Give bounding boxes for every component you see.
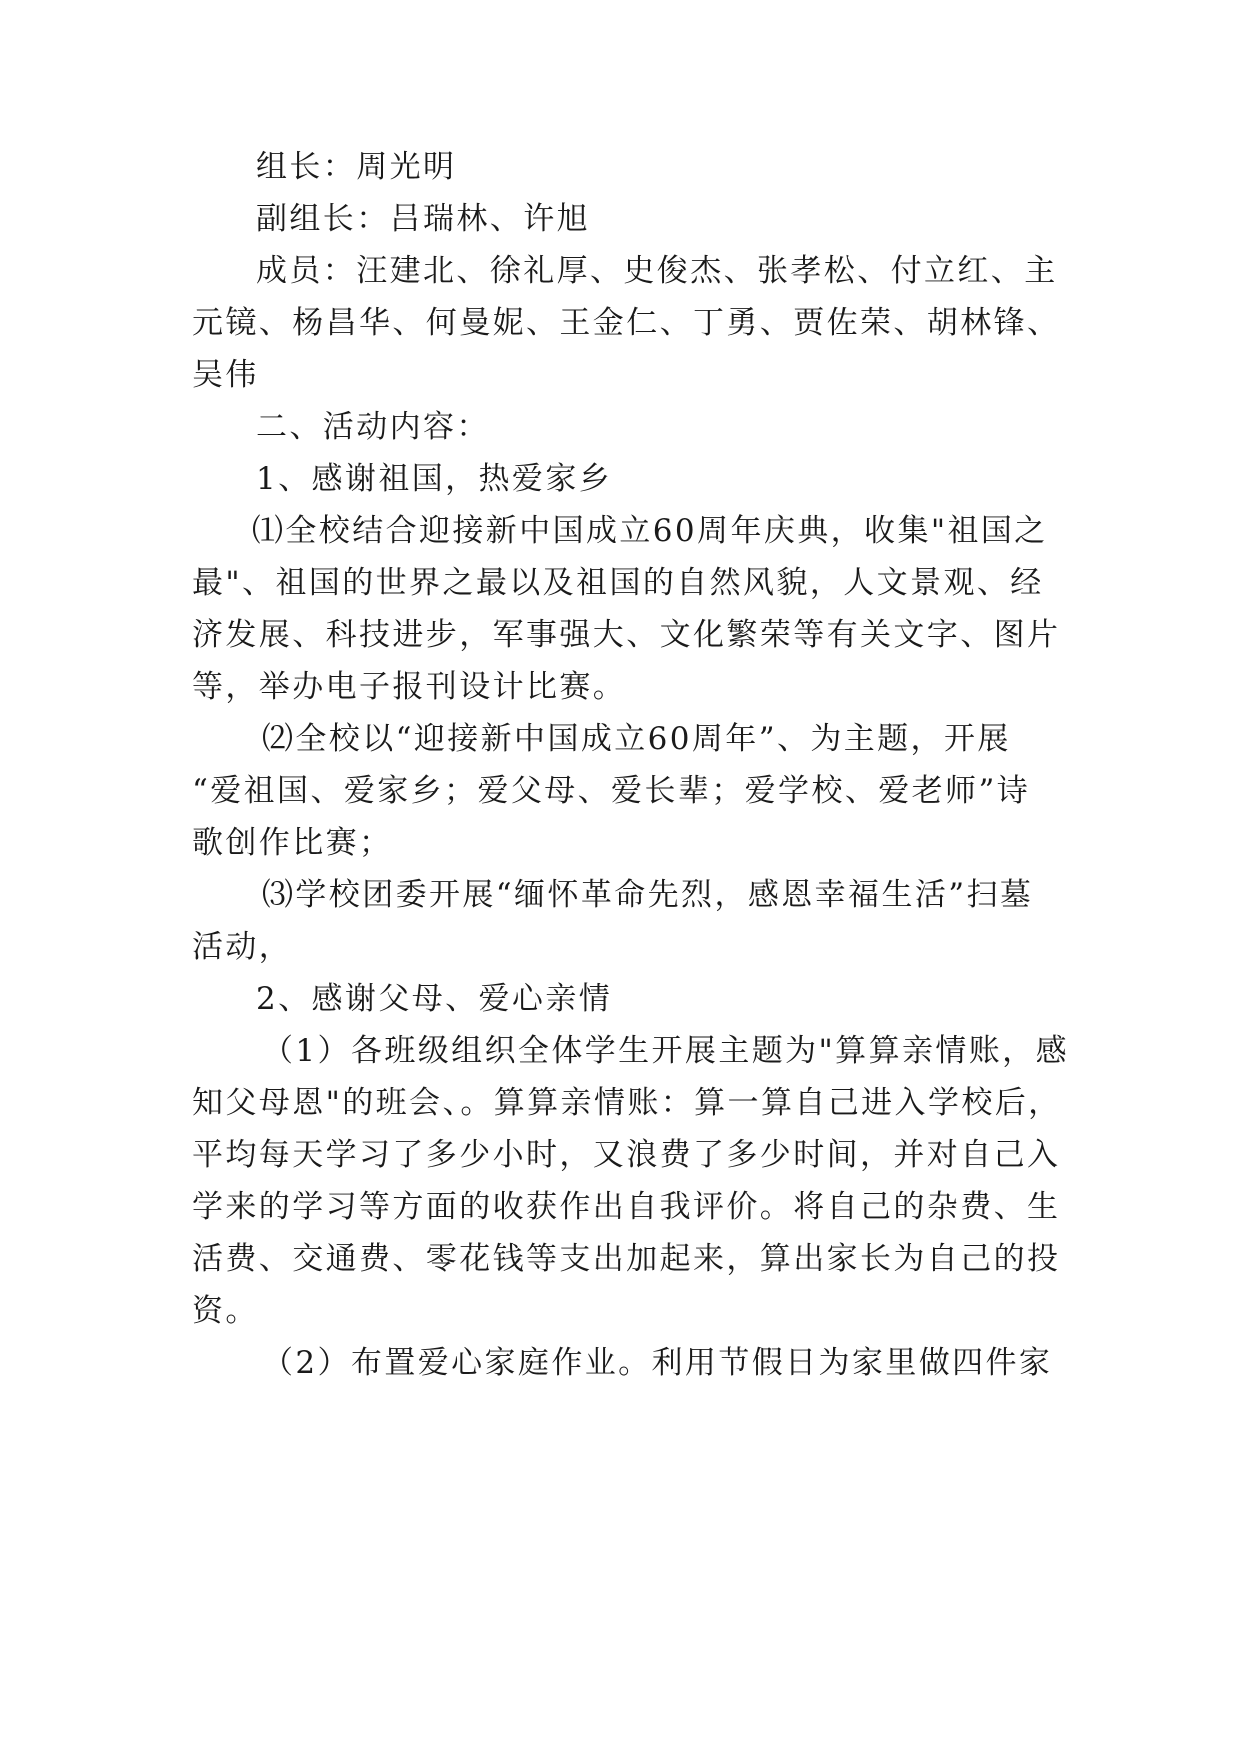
section-heading-activities: 二、活动内容： [256, 409, 490, 445]
paragraph-4-line-3: 平均每天学习了多少小时，又浪费了多少时间，并对自己入 [192, 1137, 1061, 1173]
paragraph-2-line-3: 歌创作比赛； [192, 825, 393, 861]
paragraph-1-line-3: 济发展、科技进步，军事强大、文化繁荣等有关文字、图片 [192, 617, 1061, 653]
subheading-thank-parents: 2、感谢父母、爱心亲情 [256, 981, 613, 1017]
subheading-thank-motherland: 1、感谢祖国，热爱家乡 [256, 461, 613, 497]
paragraph-3-line-2: 活动， [192, 929, 293, 965]
paragraph-4-line-6: 资。 [192, 1293, 259, 1329]
deputy-leader-line: 副组长：吕瑞林、许旭 [256, 201, 590, 237]
paragraph-4-line-2: 知父母恩"的班会、。算算亲情账：算一算自己进入学校后， [192, 1085, 1062, 1121]
members-line-1: 成员：汪建北、徐礼厚、史俊杰、张孝松、付立红、主 [256, 253, 1058, 289]
paragraph-4-line-4: 学来的学习等方面的收获作出自我评价。将自己的杂费、生 [192, 1189, 1061, 1225]
members-line-3: 吴伟 [192, 357, 259, 393]
paragraph-5-line-1: （2）布置爱心家庭作业。利用节假日为家里做四件家 [262, 1345, 1053, 1381]
paragraph-2-line-2: “爱祖国、爱家乡；爱父母、爱长辈；爱学校、爱老师”诗 [192, 773, 1031, 809]
paragraph-1-line-4: 等，举办电子报刊设计比赛。 [192, 669, 627, 705]
paragraph-4-line-5: 活费、交通费、零花钱等支出加起来，算出家长为自己的投 [192, 1241, 1061, 1277]
group-leader-line: 组长：周光明 [256, 149, 457, 185]
paragraph-1-line-1: ⑴全校结合迎接新中国成立60周年庆典，收集"祖国之 [252, 513, 1048, 549]
paragraph-1-line-2: 最"、祖国的世界之最以及祖国的自然风貌，人文景观、经 [192, 565, 1044, 601]
members-line-2: 元镜、杨昌华、何曼妮、王金仁、丁勇、贾佐荣、胡林锋、 [192, 305, 1061, 341]
paragraph-2-line-1: ⑵全校以“迎接新中国成立60周年”、为主题，开展 [262, 721, 1011, 757]
paragraph-3-line-1: ⑶学校团委开展“缅怀革命先烈，感恩幸福生活”扫墓 [262, 877, 1034, 913]
paragraph-4-line-1: （1）各班级组织全体学生开展主题为"算算亲情账，感 [262, 1033, 1069, 1069]
